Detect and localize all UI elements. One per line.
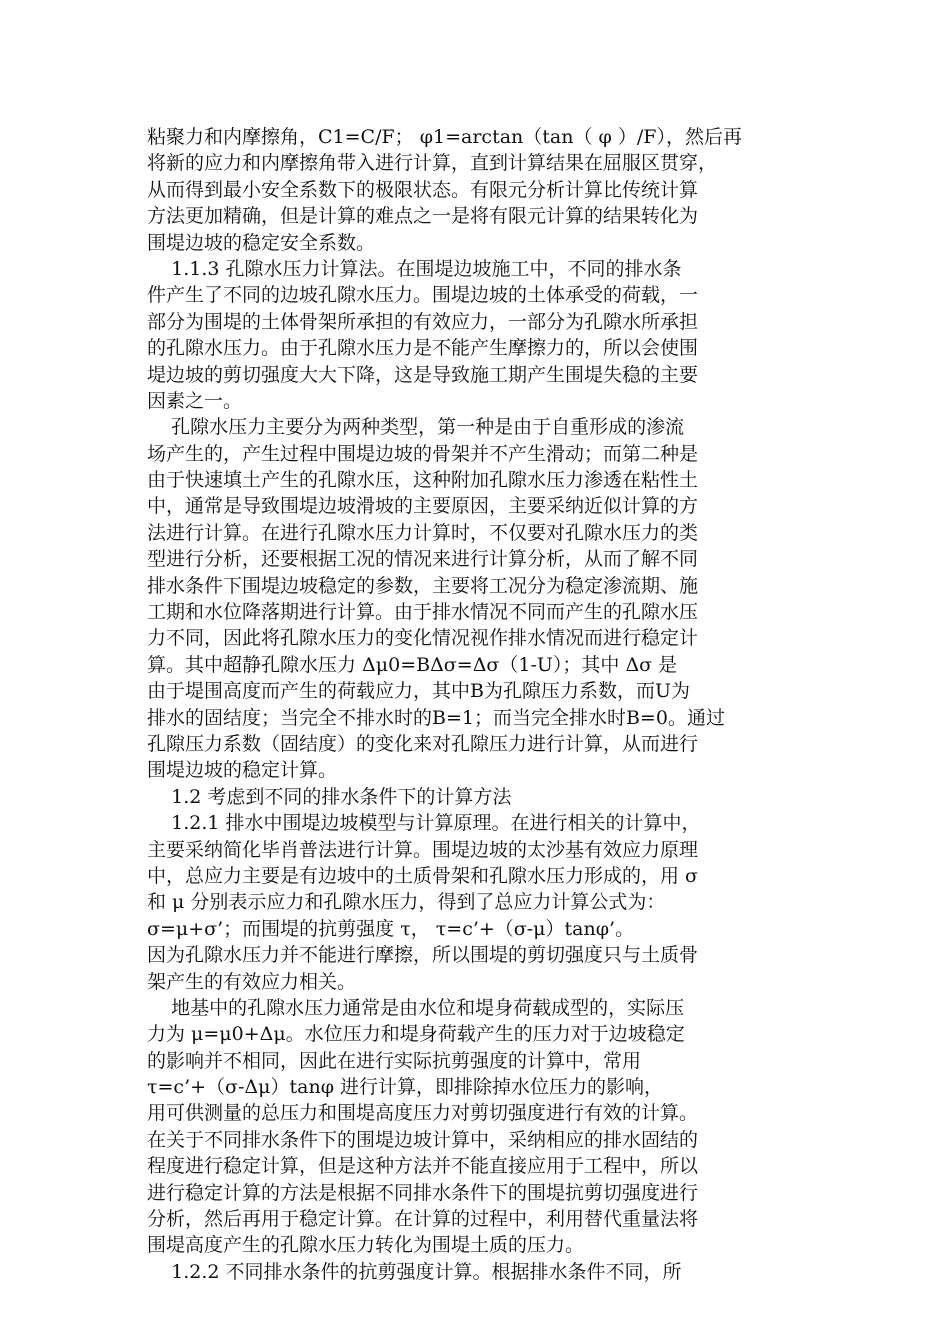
text-line: 工期和水位降落期进行计算。由于排水情况不同而产生的孔隙水压	[147, 601, 699, 624]
text-line: 因为孔隙水压力并不能进行摩擦，所以围堤的剪切强度只与土质骨	[147, 944, 699, 967]
text-line: 力不同，因此将孔隙水压力的变化情况视作排水情况而进行稳定计	[147, 627, 699, 650]
text-line: 力为 μ=μ0+Δμ。水位压力和堤身荷载产生的压力对于边坡稳定	[147, 1023, 685, 1046]
text-line: τ=c’+（σ-Δμ）tanφ 进行计算，即排除掉水位压力的影响，	[147, 1076, 664, 1099]
text-line: 围堤边坡的稳定安全系数。	[147, 231, 376, 254]
text-line: 的孔隙水压力。由于孔隙水压力是不能产生摩擦力的，所以会使围	[147, 337, 699, 360]
text-line: 用可供测量的总压力和围堤高度压力对剪切强度进行有效的计算。	[147, 1102, 699, 1125]
text-line: 由于堤围高度而产生的荷载应力，其中B为孔隙压力系数，而U为	[147, 680, 690, 703]
text-line: 的影响并不相同，因此在进行实际抗剪强度的计算中，常用	[147, 1049, 642, 1072]
text-line: 和 μ 分别表示应力和孔隙水压力，得到了总应力计算公式为：	[147, 891, 666, 914]
text-line: 法进行计算。在进行孔隙水压力计算时，不仅要对孔隙水压力的类	[147, 521, 699, 544]
text-line: 件产生了不同的边坡孔隙水压力。围堤边坡的土体承受的荷载，一	[147, 284, 699, 307]
text-line: 方法更加精确，但是计算的难点之一是将有限元计算的结果转化为	[147, 205, 699, 228]
text-line: 分析，然后再用于稳定计算。在计算的过程中，利用替代重量法将	[147, 1208, 699, 1231]
text-line: 因素之一。	[147, 389, 243, 412]
text-line: 将新的应力和内摩擦角带入进行计算，直到计算结果在屈服区贯穿，	[147, 152, 718, 175]
text-line: 从而得到最小安全系数下的极限状态。有限元分析计算比传统计算	[147, 178, 699, 201]
text-line: 在关于不同排水条件下的围堤边坡计算中，采纳相应的排水固结的	[147, 1128, 699, 1151]
text-line: 地基中的孔隙水压力通常是由水位和堤身荷载成型的，实际压	[147, 996, 685, 1019]
text-line: 架产生的有效应力相关。	[147, 970, 357, 993]
text-line: 围堤边坡的稳定计算。	[147, 759, 338, 782]
text-line: 1.2 考虑到不同的排水条件下的计算方法	[147, 785, 512, 808]
text-line: 由于快速填土产生的孔隙水压，这种附加孔隙水压力渗透在粘性土	[147, 469, 699, 492]
text-line: 中，通常是导致围堤边坡滑坡的主要原因，主要采纳近似计算的方	[147, 495, 699, 518]
text-line: 粘聚力和内摩擦角，C1=C/F； φ1=arctan（tan（ φ ）/F），然后再	[147, 126, 742, 148]
text-line: 算。其中超静孔隙水压力 Δμ0=BΔσ=Δσ（1-U）；其中 Δσ 是	[147, 653, 678, 676]
text-line: 部分为围堤的土体骨架所承担的有效应力，一部分为孔隙水所承担	[147, 310, 699, 333]
text-line: 孔隙压力系数（固结度）的变化来对孔隙压力进行计算，从而进行	[147, 732, 699, 755]
text-line: 排水条件下围堤边坡稳定的参数，主要将工况分为稳定渗流期、施	[147, 574, 699, 597]
text-line: 场产生的，产生过程中围堤边坡的骨架并不产生滑动；而第二种是	[147, 442, 699, 465]
text-line: 1.1.3 孔隙水压力计算法。在围堤边坡施工中，不同的排水条	[147, 257, 682, 280]
text-line: 孔隙水压力主要分为两种类型，第一种是由于自重形成的渗流	[147, 416, 685, 439]
text-line: 1.2.2 不同排水条件的抗剪强度计算。根据排水条件不同，所	[147, 1260, 682, 1283]
text-line: 进行稳定计算的方法是根据不同排水条件下的围堤抗剪切强度进行	[147, 1181, 699, 1204]
text-line: 中，总应力主要是有边坡中的土质骨架和孔隙水压力形成的，用 σ	[147, 864, 699, 887]
text-line: σ=μ+σ’；而围堤的抗剪强度 τ， τ=c’+（σ-μ）tanφ’。	[147, 917, 635, 940]
text-line: 围堤高度产生的孔隙水压力转化为围堤土质的压力。	[147, 1234, 585, 1257]
text-line: 主要采纳简化毕肖普法进行计算。围堤边坡的太沙基有效应力原理	[147, 838, 699, 861]
text-line: 排水的固结度；当完全不排水时的B=1；而当完全排水时B=0。通过	[147, 706, 725, 729]
text-line: 程度进行稳定计算，但是这种方法并不能直接应用于工程中，所以	[147, 1155, 699, 1178]
text-line: 型进行分析，还要根据工况的情况来进行计算分析，从而了解不同	[147, 548, 699, 571]
text-line: 1.2.1 排水中围堤边坡模型与计算原理。在进行相关的计算中，	[147, 812, 701, 835]
text-line: 堤边坡的剪切强度大大下降，这是导致施工期产生围堤失稳的主要	[147, 363, 699, 386]
document-body	[147, 124, 803, 1285]
